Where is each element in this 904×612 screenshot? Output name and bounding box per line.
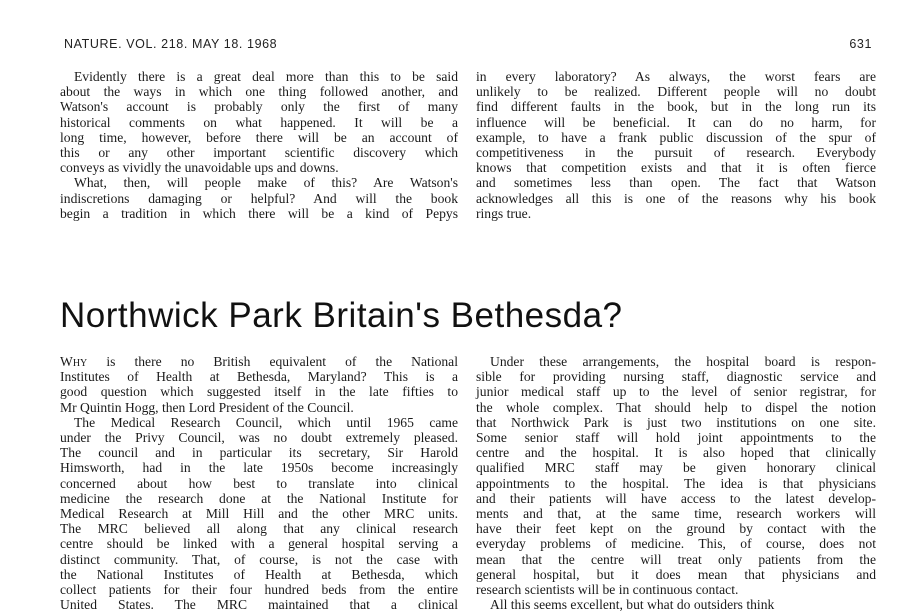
- text-line: appointments to the hospital. The idea is that physicians: [476, 475, 876, 491]
- article-left-column: [60, 354, 458, 612]
- text-line: the whole complex. That should help to dispel the notion: [476, 399, 876, 415]
- text-line: United States. The MRC maintained that a clinical: [60, 597, 458, 612]
- text-line: centre should be linked with a general hospital serving a: [60, 536, 458, 552]
- top-left-column: [60, 69, 458, 221]
- text-line: everyday problems of medicine. This, of course, does not: [476, 536, 876, 552]
- text-line: qualified MRC staff may be given honorary clinical: [476, 460, 876, 476]
- article-right-column: [476, 354, 876, 612]
- text-line: and their patients will have access to the latest develop-: [476, 490, 876, 506]
- text-line: about the ways in which one thing followed another, and: [60, 84, 458, 100]
- text-line: Watson's account is probably only the first of many: [60, 99, 458, 115]
- text-line: indiscretions damaging or helpful? And will the book: [60, 190, 458, 206]
- text-line: The MRC believed all along that any clinical research: [60, 521, 458, 537]
- text-line: Medical Research at Mill Hill and the other MRC units.: [60, 506, 458, 522]
- text-line: research scientists will be in continuous contact.: [476, 582, 739, 598]
- first-line-rest: is there no British equivalent of the National: [87, 354, 458, 369]
- text-line: find different faults in the book, but in the long run its: [476, 99, 876, 115]
- text-line: medicine the research done at the National Institute for: [60, 490, 458, 506]
- text-line: sible for providing nursing staff, diagnostic service and: [476, 369, 876, 385]
- text-line: Under these arrangements, the hospital board is respon-: [490, 354, 876, 369]
- text-line: The Medical Research Council, which until 1965 came: [74, 414, 458, 430]
- text-line: All this seems excellent, but what do outsiders think: [490, 597, 775, 612]
- text-line: rings true.: [476, 205, 532, 221]
- lead-word: Why: [60, 354, 88, 369]
- text-line: junior medical staff up to the level of senior registrar, for: [476, 384, 876, 400]
- text-line: The council and in particular its secretary, Sir Harold: [60, 445, 458, 461]
- text-line: competitiveness in the pursuit of research. Everybody: [476, 145, 876, 161]
- text-line: conveys as vividly the unavoidable ups and downs.: [60, 160, 339, 176]
- text-line: collect patients for their four hundred beds from the entire: [60, 582, 458, 598]
- text-line: influence will be beneficial. It can do no harm, for: [476, 114, 876, 130]
- text-line: example, to have a frank public discussion of the spur of: [476, 129, 876, 145]
- text-line: long time, however, before there will be an account of: [60, 129, 458, 145]
- running-header: NATURE. VOL. 218. MAY 18. 1968: [64, 37, 278, 51]
- text-line: Mr Quintin Hogg, then Lord President of the Council.: [60, 399, 354, 415]
- text-line: centre and the hospital. It is also hoped that clinically: [476, 445, 876, 461]
- text-line: unlikely to be realized. Different people will no doubt: [476, 84, 876, 100]
- text-line: Himsworth, had in the late 1950s become increasingly: [60, 460, 458, 476]
- text-line: Some senior staff will hold joint appointments to the: [476, 430, 876, 446]
- text-line: that Northwick Park is just two institutions on one site.: [476, 414, 876, 430]
- text-line: Institutes of Health at Bethesda, Maryland? This is a: [60, 369, 458, 385]
- text-line: have their feet kept on the ground by contact with the: [476, 521, 876, 537]
- text-line: concerned about how best to translate into clinical: [60, 475, 458, 491]
- text-line: ments and that, at the same time, research workers will: [476, 506, 876, 522]
- text-line: in every laboratory? As always, the worst fears are: [476, 69, 876, 84]
- text-line: and sometimes less than open. The fact that Watson: [476, 175, 876, 191]
- text-line: good question which suggested itself in the late fifties to: [60, 384, 458, 400]
- text-line: What, then, will people make of this? Are Watson's: [74, 175, 458, 191]
- text-line: distinct community. That, of course, is not the case with: [60, 551, 458, 567]
- text-line: [60, 354, 458, 369]
- article-title: Northwick Park Britain's Bethesda?: [60, 296, 623, 335]
- text-line: this or any other important scientific discovery which: [60, 145, 458, 161]
- text-line: Evidently there is a great deal more than this to be said: [74, 69, 458, 84]
- text-line: acknowledges all this is one of the reasons why his book: [476, 190, 876, 206]
- text-line: begin a tradition in which there will be a kind of Pepys: [60, 205, 458, 221]
- page-number: 631: [849, 37, 872, 51]
- text-line: general hospital, but it does mean that physicians and: [476, 566, 876, 582]
- text-line: the National Institutes of Health at Bethesda, which: [60, 566, 458, 582]
- text-line: knows that competition exists and that it is often fierce: [476, 160, 876, 176]
- text-line: historical comments on what happened. It will be a: [60, 114, 458, 130]
- top-right-column: [476, 69, 876, 221]
- text-line: under the Privy Council, was no doubt extremely pleased.: [60, 430, 458, 446]
- text-line: mean that the centre will treat only patients from the: [476, 551, 876, 567]
